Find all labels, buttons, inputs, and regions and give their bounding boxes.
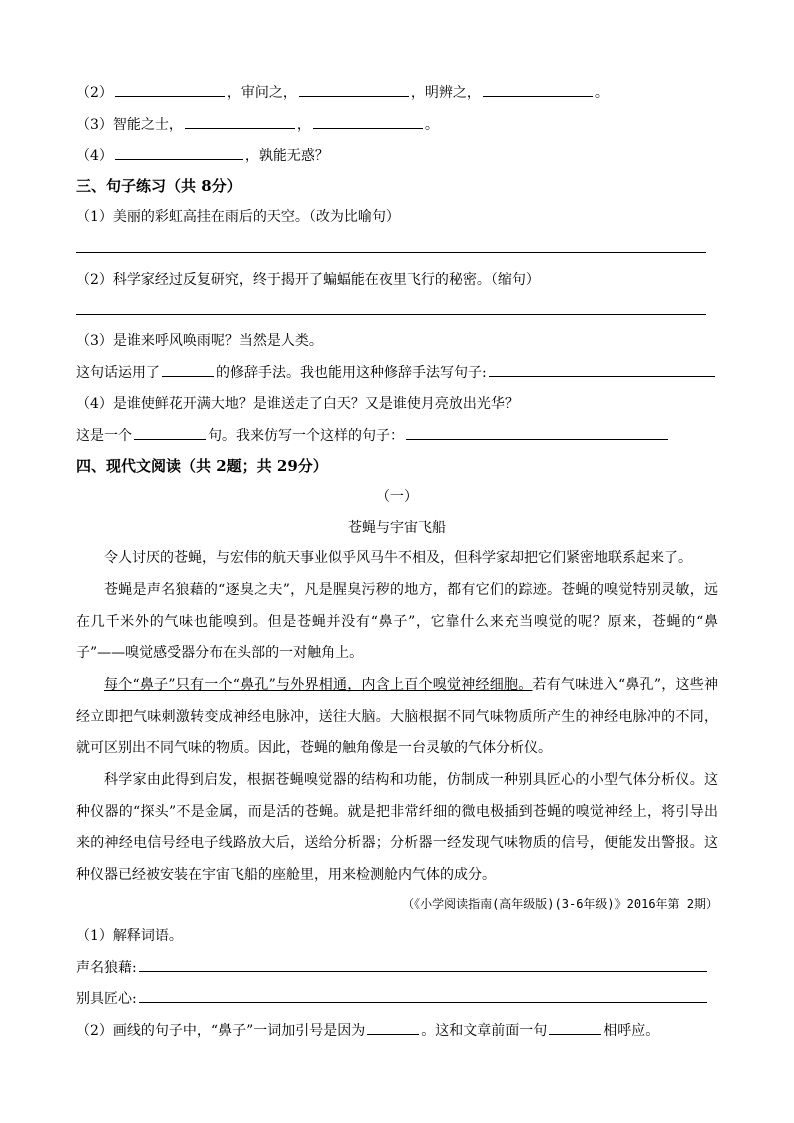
- text-fragment: ，明辨之，: [410, 85, 481, 101]
- text-fragment: 。这和文章前面一句: [421, 1023, 548, 1039]
- answer-blank[interactable]: [406, 425, 668, 440]
- vocab-word: 别具匠心:: [76, 991, 137, 1007]
- text-fragment: 句。我来仿写一个这样的句子：: [208, 428, 404, 444]
- text-fragment: 这句话运用了: [76, 365, 160, 381]
- text-fragment: 。: [424, 117, 439, 133]
- answer-blank[interactable]: [483, 82, 593, 97]
- text-fragment: 若有气味进入“鼻孔”，这些神经立即把气味刺激转变成神经电脉冲，送往大脑。大脑根据不同气味物质所产生的神经电脉冲的不同，就可区别出不同气味的物质。因此，苍蝇的触角像是一台灵敏的气体分析仪。: [76, 677, 718, 756]
- answer-blank[interactable]: [549, 1020, 601, 1035]
- section-heading: 四、现代文阅读（共 2题；共 29分）: [76, 457, 328, 475]
- passage-paragraph-4: 科学家由此得到启发，根据苍蝇嗅觉器的结构和功能，仿制成一种别具匠心的小型气体分析仪。这种仪器的“探头”不是金属，而是活的苍蝇。就是把非常纤细的微电极插到苍蝇的嗅觉神经上，将引导出来的神经电信号经电子线路放大后，送给分析器；分析器一经发现气味物质的信号，便能发出警报。这种仪器已经被安装在宇宙飞船的座舱里，用来检测舱内气体的成分。: [76, 772, 718, 883]
- fill-blank-4: [76, 145, 718, 166]
- question-number: （4）: [76, 148, 113, 164]
- answer-line[interactable]: [76, 252, 706, 253]
- answer-blank[interactable]: [139, 957, 707, 972]
- text-fragment: 。: [594, 85, 609, 101]
- text-fragment: 智能之士，: [112, 117, 183, 133]
- answer-blank[interactable]: [313, 114, 423, 129]
- vocab-word: 声名狼藉:: [76, 960, 137, 976]
- answer-blank[interactable]: [489, 362, 715, 377]
- passage-paragraph-2: 苍蝇是声名狼藉的“逐臭之夫”，凡是腥臭污秽的地方，都有它们的踪迹。苍蝇的嗅觉特别灵敏，远在几千米外的气味也能嗅到。但是苍蝇并没有“鼻子”，它靠什么来充当嗅觉的呢？原来，苍蝇的“鼻子”——嗅觉感受器分布在头部的一对触角上。: [76, 582, 718, 661]
- passage-paragraph-1: 令人讨厌的苍蝇，与宏伟的航天事业似乎风马牛不相及，但科学家却把它们紧密地联系起来了。: [104, 550, 692, 566]
- reading-question-2: [76, 1020, 718, 1041]
- passage-title: 苍蝇与宇宙飞船: [348, 520, 446, 536]
- passage-source: （《小学阅读指南(高年级版)(3-6年级)》2016年第 2期）: [402, 897, 718, 911]
- fill-blank-2: [76, 82, 718, 103]
- answer-blank[interactable]: [115, 82, 225, 97]
- sentence-question-3: （3）是谁来呼风唤雨呢？当然是人类。: [76, 333, 323, 349]
- text-fragment: 的修辞手法。我也能用这种修辞手法写句子:: [216, 365, 487, 381]
- text-fragment: （2）画线的句子中，“鼻子”一词加引号是因为: [76, 1023, 366, 1039]
- text-fragment: ，: [296, 117, 311, 133]
- question-number: （2）: [76, 85, 113, 101]
- answer-blank[interactable]: [185, 114, 295, 129]
- rhetoric-fill: [76, 362, 718, 383]
- passage-part: （一）: [376, 489, 418, 505]
- vocab-1: [76, 957, 718, 978]
- section-heading: 三、句子练习（共 8分）: [76, 177, 242, 195]
- answer-blank[interactable]: [299, 82, 409, 97]
- text-fragment: 相呼应。: [603, 1023, 660, 1039]
- vocab-2: [76, 988, 718, 1009]
- sentence-question-2: （2）科学家经过反复研究，终于揭开了蝙蝠能在夜里飞行的秘密。（缩句）: [76, 272, 540, 288]
- sentence-type-fill: [76, 425, 718, 446]
- answer-blank[interactable]: [139, 988, 707, 1003]
- question-number: （3）: [76, 117, 113, 133]
- text-fragment: 这是一个: [76, 428, 132, 444]
- fill-blank-3: [76, 114, 718, 135]
- answer-blank[interactable]: [134, 425, 206, 440]
- sentence-question-4: （4）是谁使鲜花开满大地？是谁送走了白天？又是谁使月亮放出光华？: [76, 396, 519, 412]
- text-fragment: ，审问之，: [226, 85, 297, 101]
- reading-question-1: （1）解释词语。: [76, 928, 183, 944]
- text-fragment: ，孰能无惑？: [244, 148, 329, 164]
- answer-blank[interactable]: [162, 362, 214, 377]
- answer-blank[interactable]: [367, 1020, 419, 1035]
- passage-paragraph-3: [76, 670, 718, 765]
- answer-line[interactable]: [76, 314, 706, 315]
- underlined-sentence: 每个“鼻子”只有一个“鼻孔”与外界相通，内含上百个嗅觉神经细胞。: [104, 677, 533, 693]
- answer-blank[interactable]: [115, 145, 243, 160]
- sentence-question-1: （1）美丽的彩虹高挂在雨后的天空。（改为比喻句）: [76, 209, 400, 225]
